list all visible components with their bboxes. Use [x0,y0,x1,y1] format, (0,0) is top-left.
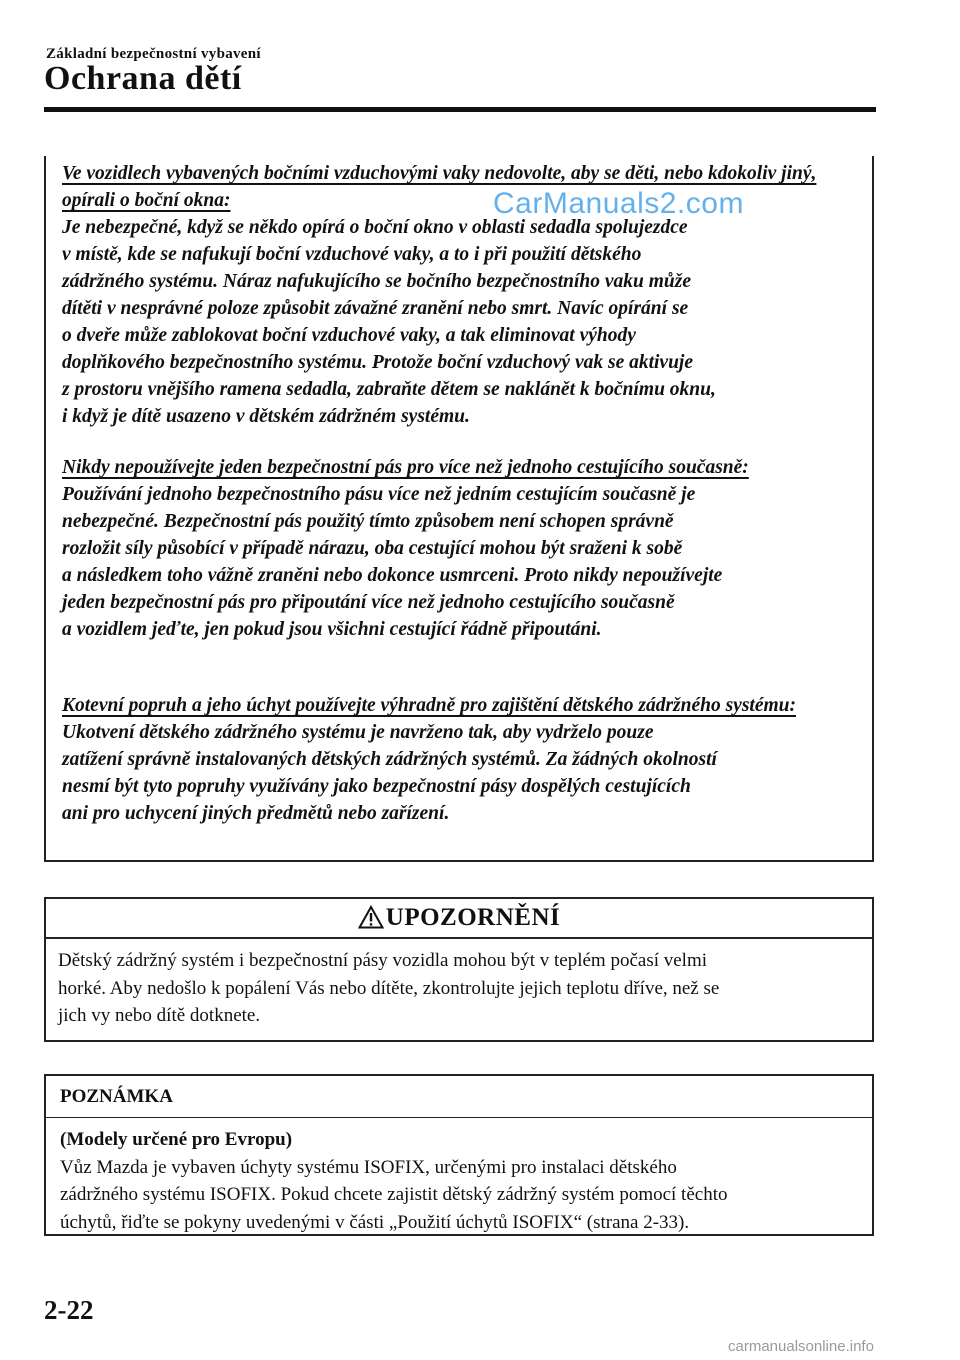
note-content [46,1118,872,1236]
warning-body: Je nebezpečné, když se někdo opírá o boční okno v oblasti sedadla spolujezdce v místě, kde se nafukují boční vzduchové vaky, a to i při použití dětského zádržného systému. Náraz nafukujícího se bočního bezpečnostního vaku může dítěti v nesprávné poloze způsobit závažné zranění nebo smrt. Navíc opírání se o dveře může zablokovat boční vzduchové vaky, a tak eliminovat výhody doplňkového bezpečnostního systému. Protože boční vzduchový vak se aktivuje z prostoru vnějšího ramena sedadla, zabraňte dětem se naklánět k bočnímu oknu, i když je dítě usazeno v dětském zádržném systému. [62,217,716,427]
note-box [44,1074,874,1236]
warning-heading: Kotevní popruh a jeho úchyt používejte výhradně pro zajištění dětského zádržného systému: [62,695,797,716]
caution-box [44,897,874,1042]
warning-heading: Nikdy nepoužívejte jeden bezpečnostní pás pro více než jednoho cestujícího současně: [62,457,749,478]
warning-triangle-icon [358,905,384,929]
note-subtitle: (Modely určené pro Evropu) [60,1129,293,1150]
warning-box [44,156,874,862]
section-label: Základní bezpečnostní vybavení [46,46,261,62]
caution-title: UPOZORNĚNÍ [385,904,561,931]
page-title: Ochrana dětí [44,60,242,97]
site-watermark: carmanualsonline.info [728,1338,874,1355]
page-number: 2-22 [44,1295,94,1325]
caution-header [46,899,872,939]
note-title: POZNÁMKA [46,1076,872,1118]
watermark: CarManuals2.com [493,187,744,220]
title-rule [44,107,876,112]
note-body: Vůz Mazda je vybaven úchyty systému ISOFIX, určenými pro instalaci dětského zádržného systému ISOFIX. Pokud chcete zajistit dětský zádržný systém pomocí těchto úchytů, řiďte se pokyny uvedenými v části „Použití úchytů ISOFIX“ (strana 2-33). [60,1156,728,1233]
warning-body: Používání jednoho bezpečnostního pásu více než jedním cestujícím současně je nebezpečné. Bezpečnostní pás použitý tímto způsobem není schopen správně rozložit síly působící v případě nárazu, oba cestující mohou být sraženi k sobě a následkem toho vážně zraněni nebo dokonce usmrceni. Proto nikdy nepoužívejte jeden bezpečnostní pás pro připoutání více než jednoho cestujícího současně a vozidlem jeďte, jen pokud jsou všichni cestující řádně připoutáni. [62,484,723,640]
warning-heading: Ve vozidlech vybavených bočními vzduchovými vaky nedovolte, aby se děti, nebo kdokoliv jiný, opírali o boční okna: [62,163,817,211]
warning-body: Ukotvení dětského zádržného systému je navrženo tak, aby vydrželo pouze zatížení správně instalovaných dětských zádržných systémů. Za žádných okolností nesmí být tyto popruhy využívány jako bezpečnostní pásy dospělých cestujících ani pro uchycení jiných předmětů nebo zařízení. [62,722,717,824]
warning-block-one-belt [62,454,862,643]
warning-block-tether [62,692,862,827]
caution-body: Dětský zádržný systém i bezpečnostní pásy vozidla mohou být v teplém počasí velmi horké. Aby nedošlo k popálení Vás nebo dítěte, zkontrolujte jejich teplotu dříve, než se jich vy nebo dítě dotknete. [58,950,720,1026]
